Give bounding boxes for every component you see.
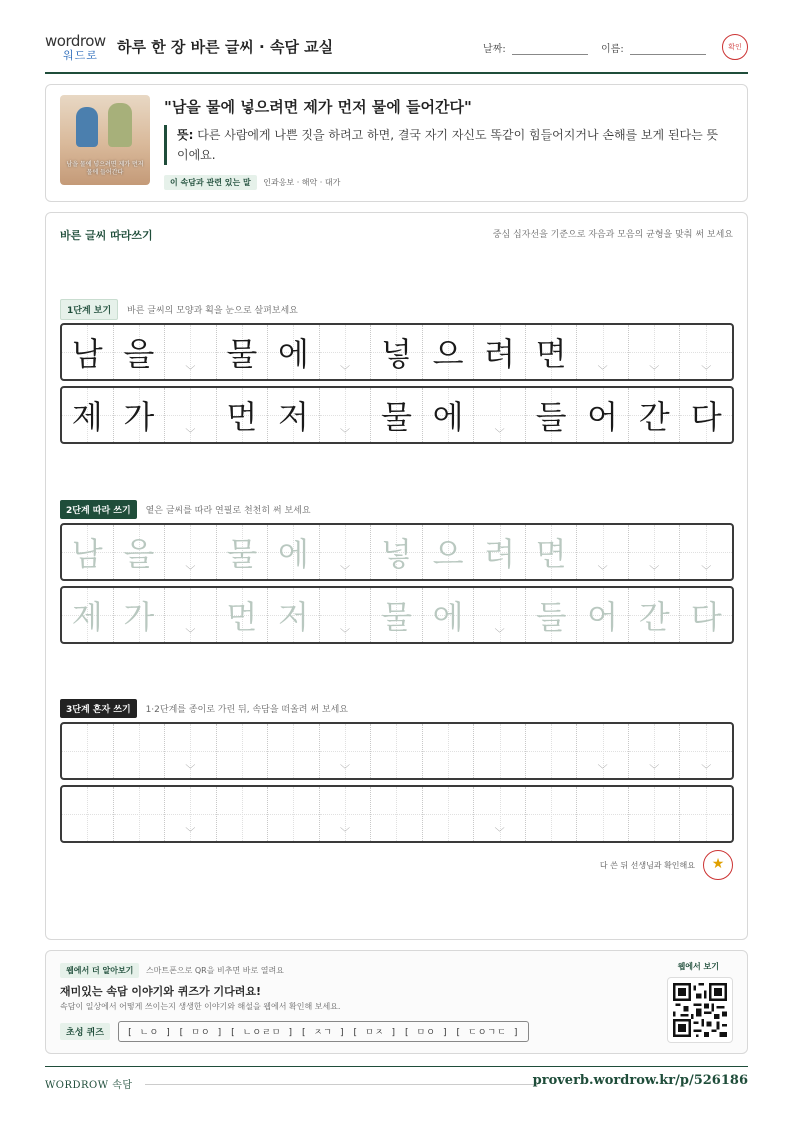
grid-cell[interactable]: [268, 787, 320, 841]
practice-hint: 중심 십자선을 기준으로 자음과 모음의 균형을 맞춰 써 보세요: [492, 230, 733, 240]
space-mark-icon: ﹀: [339, 629, 350, 640]
grid-glyph: 어: [587, 398, 619, 436]
grid-cell: [526, 388, 578, 442]
proverb-title: "남을 물에 넣으려면 제가 먼저 물에 들어간다": [164, 98, 472, 116]
footer-brand: WORDROW 속담: [45, 1080, 133, 1091]
space-mark-icon: ﹀: [185, 765, 196, 776]
grid-cell[interactable]: [371, 787, 423, 841]
grid-cell[interactable]: [526, 525, 578, 579]
grid-cell[interactable]: [320, 724, 372, 778]
grid-cell[interactable]: [680, 787, 732, 841]
figure-right: [108, 103, 132, 147]
space-mark-icon: ﹀: [649, 566, 660, 577]
grid-glyph: 에: [277, 535, 309, 573]
related-tag: 이 속담과 관련 있는 말: [164, 175, 257, 190]
logo[interactable]: [45, 33, 109, 63]
grid-glyph: 넣: [381, 335, 412, 373]
grid-glyph: 을: [123, 535, 155, 573]
step1-row1: [60, 323, 734, 381]
space-mark-icon: ﹀: [339, 765, 350, 776]
grid-cell: [474, 388, 526, 442]
grid-cell: [680, 388, 732, 442]
grid-glyph: 려: [484, 335, 516, 373]
grid-glyph: 을: [123, 335, 155, 373]
date-label: 날짜:: [483, 44, 506, 55]
grid-cell[interactable]: [474, 588, 526, 642]
grid-glyph: 다: [690, 598, 722, 636]
space-mark-icon: ﹀: [339, 366, 350, 377]
grid-glyph: 물: [226, 535, 258, 573]
grid-glyph: 물: [226, 335, 258, 373]
step3-tag: 3단계 혼자 쓰기: [60, 699, 137, 718]
meaning-block: [164, 125, 724, 165]
grid-glyph: 먼: [226, 398, 258, 436]
space-mark-icon: ﹀: [494, 429, 505, 440]
grid-glyph: 남: [71, 535, 103, 573]
proverb-illustration: [60, 95, 150, 185]
grid-glyph: 으: [432, 535, 464, 573]
grid-cell: [423, 325, 475, 379]
grid-glyph: 에: [432, 398, 464, 436]
grid-cell[interactable]: [320, 525, 372, 579]
grid-cell[interactable]: [114, 724, 166, 778]
step1-header: [60, 299, 298, 320]
grid-cell: [371, 325, 423, 379]
step3-row1[interactable]: [60, 722, 734, 780]
space-mark-icon: ﹀: [185, 366, 196, 377]
grid-cell[interactable]: [320, 588, 372, 642]
space-mark-icon: ﹀: [649, 765, 660, 776]
grid-glyph: 에: [277, 335, 309, 373]
grid-cell[interactable]: [114, 588, 166, 642]
page-footer: [45, 1066, 748, 1096]
grid-cell[interactable]: [526, 724, 578, 778]
grid-cell: [62, 388, 114, 442]
meaning-label: 뜻:: [177, 128, 194, 142]
star-stamp-icon: ★: [703, 850, 733, 880]
grid-glyph: 들: [535, 398, 567, 436]
grid-cell[interactable]: [217, 525, 269, 579]
step1-tag: 1단계 보기: [60, 299, 118, 320]
space-mark-icon: ﹀: [185, 566, 196, 577]
check-text: 다 쓴 뒤 선생님과 확인해요: [599, 860, 695, 870]
grid-glyph: 물: [381, 598, 412, 636]
meaning-text: 다른 사람에게 나쁜 짓을 하려고 하면, 결국 자기 자신도 똑같이 힘들어지거나 손해를 보게 된다는 뜻이에요.: [177, 128, 719, 162]
related-words: [164, 175, 340, 190]
grid-glyph: 어: [587, 598, 619, 636]
grid-cell[interactable]: [371, 525, 423, 579]
step2-row1[interactable]: [60, 523, 734, 581]
grid-cell[interactable]: [680, 525, 732, 579]
grid-cell: [114, 325, 166, 379]
grid-glyph: 다: [690, 398, 722, 436]
grid-glyph: 려: [484, 535, 516, 573]
logo-text: wordrow: [45, 32, 106, 50]
grid-cell[interactable]: [680, 588, 732, 642]
grid-cell[interactable]: [577, 525, 629, 579]
date-field: [483, 40, 588, 55]
logo-subtext: 워드로: [63, 49, 98, 62]
grid-glyph: 저: [277, 398, 309, 436]
grid-cell: [165, 325, 217, 379]
grid-cell[interactable]: [268, 525, 320, 579]
grid-glyph: 넣: [381, 535, 412, 573]
grid-cell[interactable]: [629, 787, 681, 841]
space-mark-icon: ﹀: [494, 828, 505, 839]
grid-cell[interactable]: [165, 588, 217, 642]
confirm-stamp-icon: 확인: [722, 34, 748, 60]
space-mark-icon: ﹀: [597, 366, 608, 377]
grid-cell[interactable]: [680, 724, 732, 778]
grid-cell[interactable]: [629, 588, 681, 642]
space-mark-icon: ﹀: [597, 765, 608, 776]
grid-cell[interactable]: [268, 588, 320, 642]
grid-cell[interactable]: [423, 525, 475, 579]
figure-left: [76, 107, 98, 147]
grid-cell[interactable]: [526, 787, 578, 841]
step2-header: [60, 500, 311, 519]
grid-cell[interactable]: [62, 724, 114, 778]
space-mark-icon: ﹀: [339, 828, 350, 839]
grid-cell[interactable]: [217, 787, 269, 841]
initial-quiz: [60, 1021, 529, 1042]
space-mark-icon: ﹀: [339, 429, 350, 440]
grid-cell: [577, 388, 629, 442]
practice-section: [45, 212, 748, 940]
grid-cell[interactable]: [474, 525, 526, 579]
grid-cell[interactable]: [371, 588, 423, 642]
grid-cell: [423, 388, 475, 442]
step3-header: [60, 699, 348, 718]
grid-cell[interactable]: [114, 787, 166, 841]
space-mark-icon: ﹀: [185, 429, 196, 440]
grid-cell[interactable]: [577, 724, 629, 778]
grid-glyph: 물: [381, 398, 412, 436]
grid-cell[interactable]: [423, 724, 475, 778]
grid-cell[interactable]: [577, 787, 629, 841]
grid-cell: [217, 388, 269, 442]
space-mark-icon: ﹀: [597, 566, 608, 577]
name-line: [630, 43, 706, 55]
grid-cell[interactable]: [474, 787, 526, 841]
grid-glyph: 면: [535, 535, 567, 573]
footer-url-link[interactable]: proverb.wordrow.kr/p/526186: [532, 1073, 748, 1088]
web-tag-desc: 스마트폰으로 QR을 비추면 바로 열려요: [145, 966, 284, 975]
grid-cell: [629, 325, 681, 379]
grid-cell: [320, 325, 372, 379]
space-mark-icon: ﹀: [649, 366, 660, 377]
grid-glyph: 제: [71, 398, 103, 436]
name-field: [601, 40, 706, 55]
grid-cell[interactable]: [371, 724, 423, 778]
grid-cell[interactable]: [423, 787, 475, 841]
grid-glyph: 저: [277, 598, 309, 636]
grid-cell[interactable]: [423, 588, 475, 642]
step3-desc: 1·2단계를 종이로 가린 뒤, 속담을 떠올려 써 보세요: [145, 705, 348, 715]
grid-cell[interactable]: [62, 787, 114, 841]
grid-cell[interactable]: [62, 525, 114, 579]
grid-cell[interactable]: [62, 588, 114, 642]
grid-cell: [577, 325, 629, 379]
grid-cell[interactable]: [268, 724, 320, 778]
qr-label: 웹에서 보기: [677, 962, 719, 971]
grid-cell[interactable]: [165, 724, 217, 778]
grid-cell[interactable]: [577, 588, 629, 642]
teacher-check: [600, 850, 733, 880]
grid-glyph: 들: [535, 598, 567, 636]
space-mark-icon: ﹀: [701, 765, 712, 776]
grid-glyph: 에: [432, 598, 464, 636]
grid-glyph: 간: [638, 598, 670, 636]
grid-cell: [217, 325, 269, 379]
quiz-label: 초성 퀴즈: [60, 1023, 110, 1040]
grid-cell[interactable]: [165, 787, 217, 841]
quiz-answer-box: [ ㄴㅇ ] [ ㅁㅇ ] [ ㄴㅇㄹㅁ ] [ ㅈㄱ ] [ ㅁㅈ ] [ ㅁㅇ ] [ ㄷㅇㄱㄷ ]: [118, 1021, 529, 1042]
qr-code-icon[interactable]: [667, 977, 733, 1043]
related-list: 인과응보 · 해악 · 대가: [263, 178, 341, 187]
grid-cell: [474, 325, 526, 379]
grid-cell: [526, 325, 578, 379]
date-line: [512, 43, 588, 55]
grid-glyph: 간: [638, 398, 670, 436]
page-header: [45, 30, 748, 74]
grid-cell: [268, 388, 320, 442]
grid-glyph: 면: [535, 335, 567, 373]
web-tag-line: [60, 963, 284, 978]
grid-cell[interactable]: [217, 588, 269, 642]
space-mark-icon: ﹀: [339, 566, 350, 577]
grid-glyph: 으: [432, 335, 464, 373]
proverb-card: [45, 84, 748, 202]
space-mark-icon: ﹀: [185, 629, 196, 640]
web-desc: 속담이 일상에서 어떻게 쓰이는지 생생한 이야기와 해설을 웹에서 확인해 보세요.: [60, 1002, 341, 1011]
step3-row2[interactable]: [60, 785, 734, 843]
grid-cell: [680, 325, 732, 379]
grid-glyph: 가: [123, 598, 155, 636]
grid-glyph: 남: [71, 335, 103, 373]
grid-glyph: 제: [71, 598, 103, 636]
step2-desc: 옅은 글씨를 따라 연필로 천천히 써 보세요: [145, 506, 311, 516]
grid-cell[interactable]: [629, 724, 681, 778]
space-mark-icon: ﹀: [185, 828, 196, 839]
grid-cell[interactable]: [217, 724, 269, 778]
grid-cell: [371, 388, 423, 442]
step2-tag: 2단계 따라 쓰기: [60, 500, 137, 519]
grid-cell: [320, 388, 372, 442]
step2-row2[interactable]: [60, 586, 734, 644]
web-more-box: [45, 950, 748, 1054]
page-title: 하루 한 장 바른 글씨 · 속담 교실: [117, 38, 334, 56]
name-label: 이름:: [601, 44, 624, 55]
grid-glyph: 먼: [226, 598, 258, 636]
grid-cell: [268, 325, 320, 379]
web-heading: 재미있는 속담 이야기와 퀴즈가 기다려요!: [60, 985, 261, 998]
web-tag: 웹에서 더 알아보기: [60, 963, 139, 978]
space-mark-icon: ﹀: [701, 366, 712, 377]
step1-desc: 바른 글씨의 모양과 획을 눈으로 살펴보세요: [127, 306, 298, 316]
step1-row2: [60, 386, 734, 444]
grid-cell: [629, 388, 681, 442]
grid-cell[interactable]: [526, 588, 578, 642]
practice-title: 바른 글씨 따라쓰기: [60, 229, 153, 242]
grid-cell[interactable]: [320, 787, 372, 841]
grid-cell: [114, 388, 166, 442]
grid-cell: [165, 388, 217, 442]
grid-cell[interactable]: [629, 525, 681, 579]
grid-cell[interactable]: [114, 525, 166, 579]
grid-cell[interactable]: [165, 525, 217, 579]
grid-glyph: 가: [123, 398, 155, 436]
grid-cell[interactable]: [474, 724, 526, 778]
illustration-caption: 남을 물에 넣으려면 제가 먼저 물에 들어간다: [66, 161, 144, 176]
space-mark-icon: ﹀: [494, 629, 505, 640]
space-mark-icon: ﹀: [701, 566, 712, 577]
grid-cell: [62, 325, 114, 379]
footer-divider: [145, 1084, 538, 1085]
